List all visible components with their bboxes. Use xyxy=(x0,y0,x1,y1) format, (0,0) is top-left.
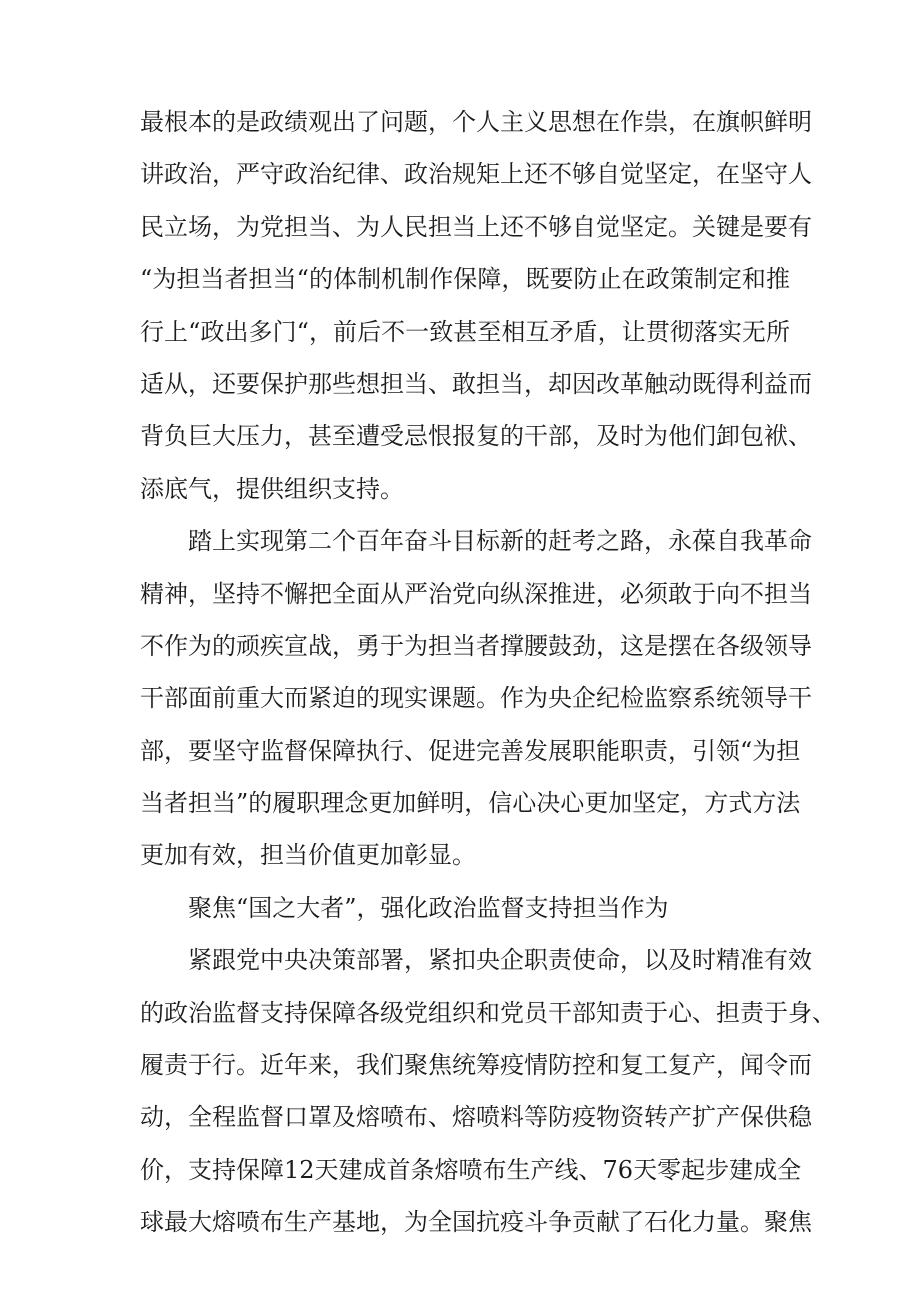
text-line: 添底气，提供组织支持。 xyxy=(140,474,404,503)
text-line: “为担当者担当“的体制机制作保障，既要防止在政策制定和推 xyxy=(140,265,790,294)
text-line: 适从，还要保护那些想担当、敢担当，却因改革触动既得利益而 xyxy=(140,369,812,398)
text-line: 不作为的顽疾宣战，勇于为担当者撑腰鼓劲，这是摆在各级领导 xyxy=(140,631,812,660)
text-line: 民立场，为党担当、为人民担当上还不够自觉坚定。关键是要有 xyxy=(140,212,812,241)
text-line: 踏上实现第二个百年奋斗目标新的赶考之路，永葆自我革命 xyxy=(188,527,812,556)
text-line: 的政治监督支持保障各级党组织和党员干部知责于心、担责于身、 xyxy=(140,998,836,1027)
text-line: 干部面前重大而紧迫的现实课题。作为央企纪检监察系统领导干 xyxy=(140,684,812,713)
document-body xyxy=(140,96,836,1249)
text-line: 最根本的是政绩观出了问题，个人主义思想在作祟，在旗帜鲜明 xyxy=(140,108,812,136)
section-heading: 聚焦“国之大者”，强化政治监督支持担当作为 xyxy=(188,893,669,922)
text-line: 行上“政出多门“，前后不一致甚至相互矛盾，让贯彻落实无所 xyxy=(140,317,790,346)
text-line: 部，要坚守监督保障执行、促进完善发展职能职责，引领“为担 xyxy=(140,736,801,765)
text-line: 当者担当”的履职理念更加鲜明，信心决心更加坚定，方式方法 xyxy=(140,789,801,818)
text-line: 动，全程监督口罩及熔喷布、熔喷料等防疫物资转产扩产保供稳 xyxy=(140,1103,812,1132)
text-line: 背负巨大压力，甚至遭受忌恨报复的干部，及时为他们卸包袱、 xyxy=(140,422,812,451)
text-line: 履责于行。近年来，我们聚焦统筹疫情防控和复工复产，闻令而 xyxy=(140,1051,812,1080)
text-line: 紧跟党中央决策部署，紧扣央企职责使命，以及时精准有效 xyxy=(188,946,812,975)
text-line: 价，支持保障12天建成首条熔喷布生产线、76天零起步建成全 xyxy=(140,1155,802,1184)
text-line: 球最大熔喷布生产基地，为全国抗疫斗争贡献了石化力量。聚焦 xyxy=(140,1208,812,1237)
text-line: 更加有效，担当价值更加彰显。 xyxy=(140,841,476,870)
text-line: 讲政治，严守政治纪律、政治规矩上还不够自觉坚定，在坚守人 xyxy=(140,160,812,189)
text-line: 精神，坚持不懈把全面从严治党向纵深推进，必须敢于向不担当 xyxy=(140,579,812,608)
